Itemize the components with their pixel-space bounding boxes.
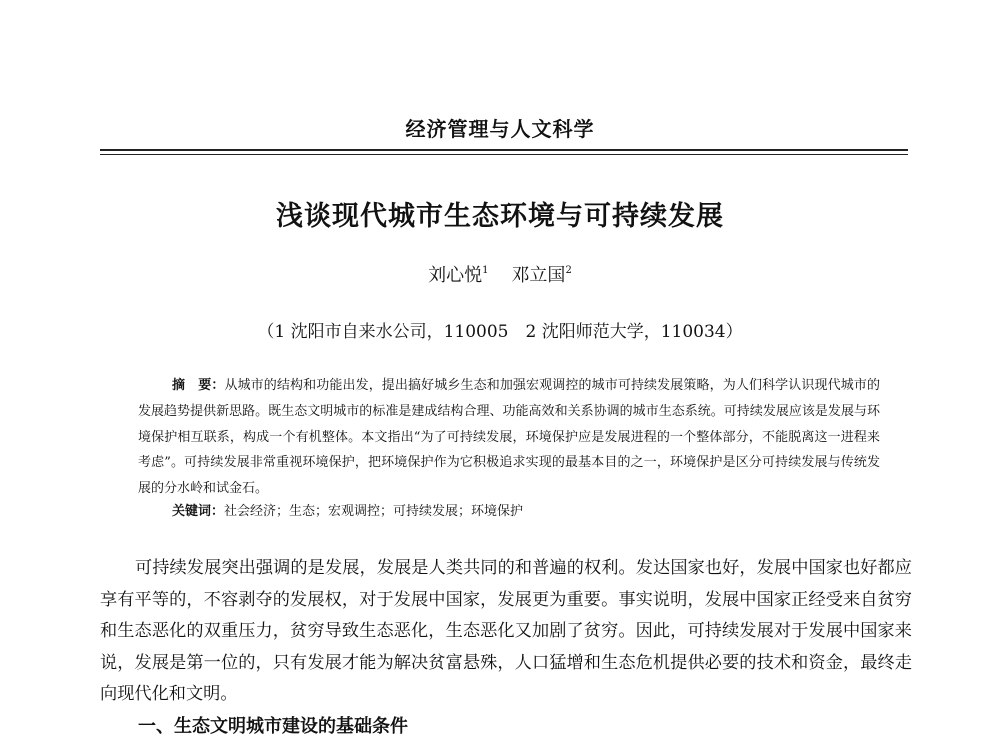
author-2-name: 邓立国	[511, 265, 566, 286]
abstract-label: 摘 要：	[172, 378, 225, 393]
section-heading: 一、生态文明城市建设的基础条件	[138, 716, 408, 737]
article-title: 浅谈现代城市生态环境与可持续发展	[276, 201, 724, 232]
body-text	[100, 553, 912, 711]
affiliation-line: （1 沈阳市自来水公司，110005 2 沈阳师范大学，110034）	[257, 322, 743, 342]
keywords-text: 社会经济；生态；宏观调控；可持续发展；环境保护	[224, 504, 524, 519]
abstract-block	[138, 373, 880, 502]
author-1-name: 刘心悦	[428, 265, 483, 286]
header-rule-thin	[100, 154, 908, 155]
author-2-affiliation-marker: 2	[565, 265, 572, 276]
body-paragraph: 可持续发展突出强调的是发展，发展是人类共同的和普遍的权利。发达国家也好，发展中国家也好都应享有平等的，不容剥夺的发展权，对于发展中国家，发展更为重要。事实说明，发展中国家正经受来自贫穷和生态恶化的双重压力，贫穷导致生态恶化，生态恶化又加剧了贫穷。因此，可持续发展对于发展中国家来说，发展是第一位的，只有发展才能为解决贫富悬殊，人口猛增和生态危机提供必要的技术和资金，最终走向现代化和文明。	[100, 558, 912, 704]
authors-line	[0, 261, 1000, 287]
journal-section-header: 经济管理与人文科学	[405, 117, 595, 141]
abstract-text: 从城市的结构和功能出发，提出搞好城乡生态和加强宏观调控的城市可持续发展策略，为人们科学认识现代城市的发展趋势提供新思路。既生态文明城市的标准是建成结构合理、功能高效和关系协调的城市生态系统。可持续发展应该是发展与环境保护相互联系，构成一个有机整体。本文指出“为了可持续发展，环境保护应是发展进程的一个整体部分，不能脱离这一进程来考虑”。可持续发展非常重视环境保护，把环境保护作为它积极追求实现的最基本目的之一，环境保护是区分可持续发展与传统发展的分水岭和试金石。	[138, 378, 880, 497]
keywords-line	[172, 500, 523, 519]
header-rule-thick	[100, 149, 908, 151]
author-1-affiliation-marker: 1	[482, 265, 489, 276]
keywords-label: 关键词：	[172, 504, 225, 519]
